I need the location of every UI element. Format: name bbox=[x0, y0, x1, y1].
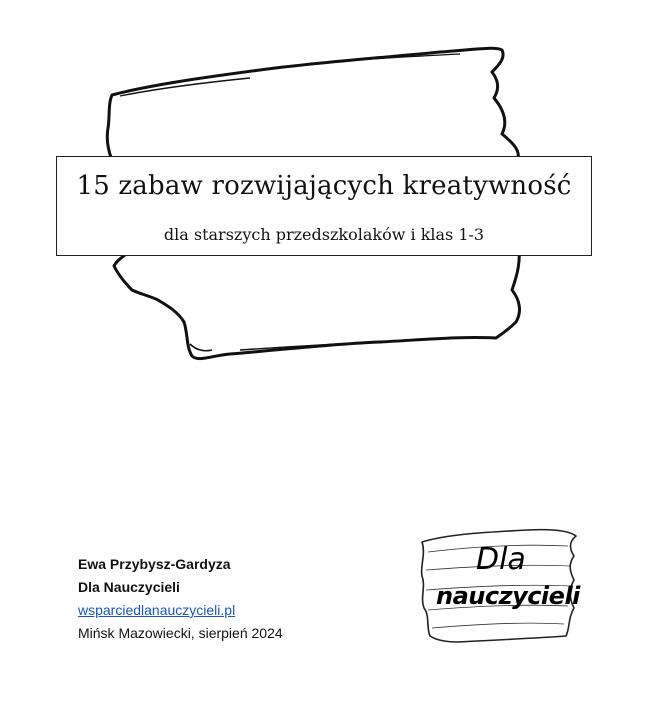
logo-text-nauczycieli: nauczycieli bbox=[436, 582, 580, 610]
document-subtitle: dla starszych przedszkolaków i klas 1-3 bbox=[163, 225, 485, 244]
title-box bbox=[56, 156, 592, 256]
author-info bbox=[78, 553, 283, 645]
website-link[interactable]: wsparciedlanauczycieli.pl bbox=[78, 602, 236, 618]
document-title: 15 zabaw rozwijających kreatywność bbox=[76, 171, 572, 201]
organization-name: Dla Nauczycieli bbox=[78, 579, 180, 595]
dla-nauczycieli-logo bbox=[418, 524, 578, 644]
author-name: Ewa Przybysz-Gardyza bbox=[78, 556, 231, 572]
logo-text-dla: Dla bbox=[476, 542, 526, 577]
place-date: Mińsk Mazowiecki, sierpień 2024 bbox=[78, 625, 283, 641]
